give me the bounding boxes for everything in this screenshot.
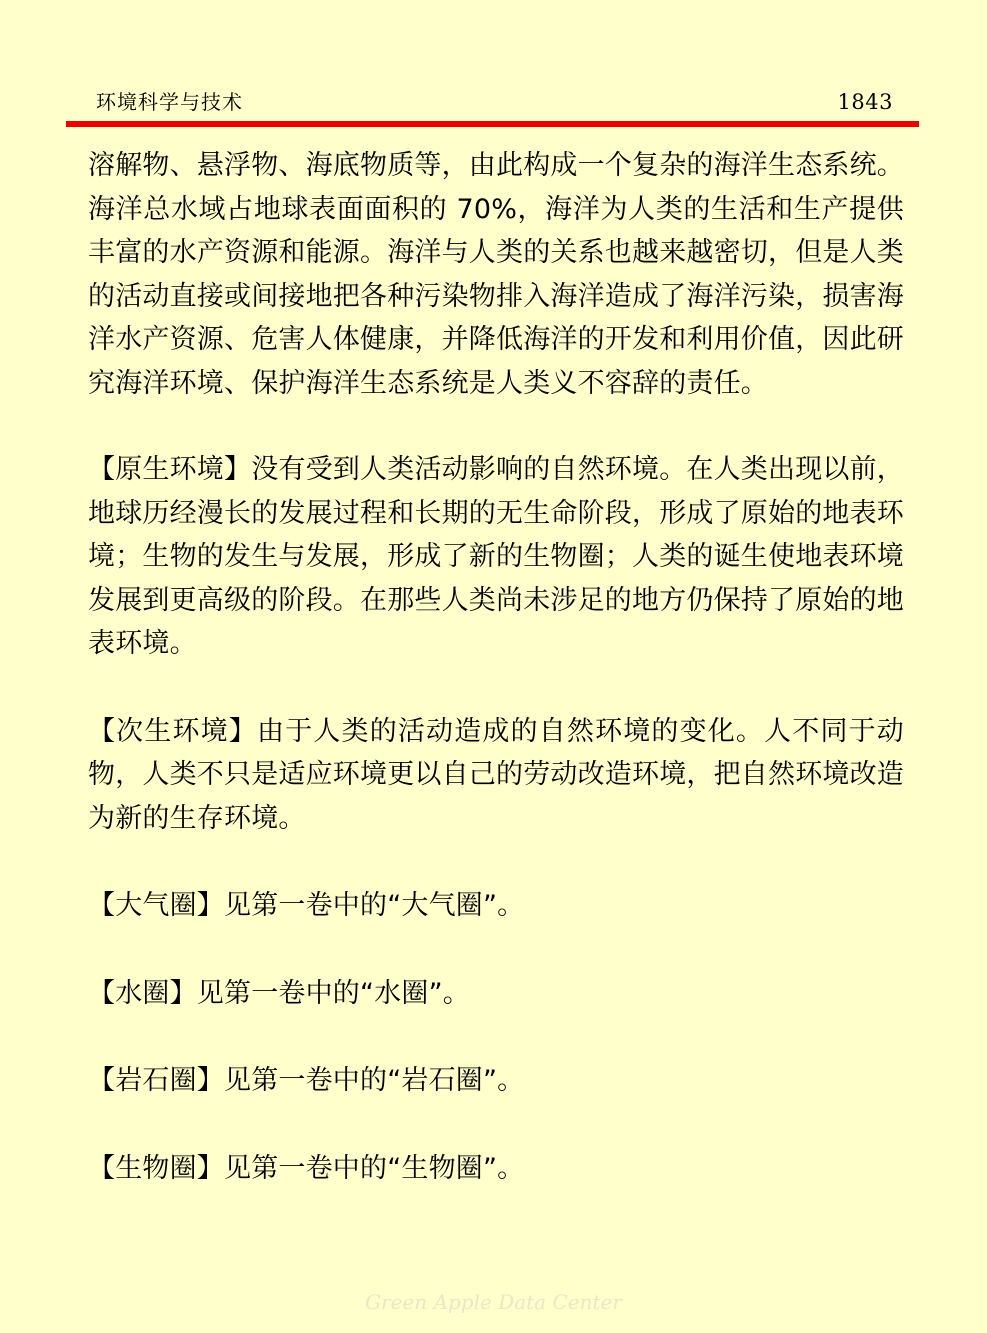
entry-lithosphere: 【岩石圈】见第一卷中的“岩石圈”。: [88, 1065, 525, 1096]
watermark: Green Apple Data Center: [365, 1290, 622, 1314]
paragraph-marine-environment: 溶解物、悬浮物、海底物质等，由此构成一个复杂的海洋生态系统。海洋总水域占地球表面面积的 70%，海洋为人类的生活和生产提供丰富的水产资源和能源。海洋与人类的关系也越来越密切，但是人类的活动直接或间接地把各种污染物排入海洋造成了海洋污染，损害海洋水产资源、危害人体健康，并降低海洋的开发和利用价值，因此研究海洋环境、保护海洋生态系统是人类义不容辞的责任。: [88, 150, 904, 399]
header-rule: [66, 121, 919, 127]
entry-primary-environment: 【原生环境】没有受到人类活动影响的自然环境。在人类出现以前，地球历经漫长的发展过程和长期的无生命阶段，形成了原始的地表环境；生物的发生与发展，形成了新的生物圈；人类的诞生使地表环境发展到更高级的阶段。在那些人类尚未涉足的地方仍保持了原始的地表环境。: [88, 454, 904, 659]
entry-secondary-environment: 【次生环境】由于人类的活动造成的自然环境的变化。人不同于动物，人类不只是适应环境更以自己的劳动改造环境，把自然环境改造为新的生存环境。: [88, 715, 904, 834]
entry-hydrosphere: 【水圈】见第一卷中的“水圈”。: [88, 977, 470, 1009]
running-title: 环境科学与技术: [96, 90, 243, 114]
page-number: 1843: [837, 90, 893, 114]
entry-atmosphere: 【大气圈】见第一卷中的“大气圈”。: [88, 890, 525, 921]
entry-biosphere: 【生物圈】见第一卷中的“生物圈”。: [88, 1152, 525, 1184]
page-body: [88, 144, 904, 1190]
page-header: [68, 78, 919, 114]
